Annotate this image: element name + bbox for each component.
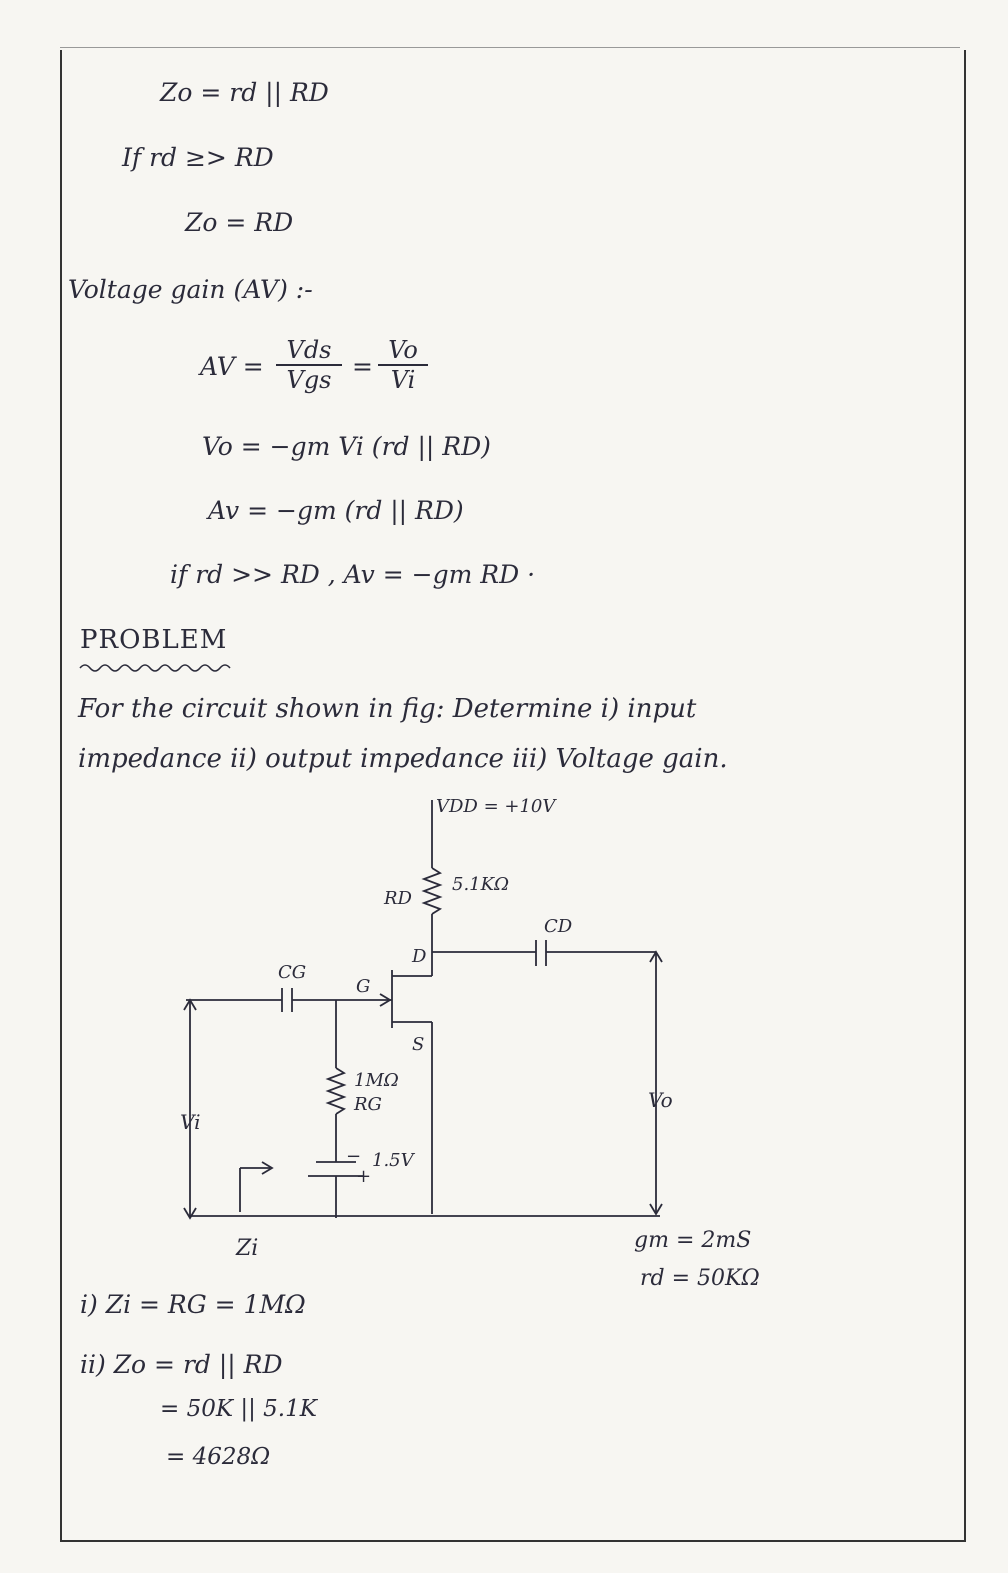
note-line-vo: Vo = −gm Vi (rd || RD) (202, 432, 491, 461)
source-label: S (412, 1034, 425, 1055)
fraction-numerator-vo: Vo (378, 336, 428, 366)
solution-zo-values: = 50K || 5.1K (160, 1396, 317, 1422)
voltage-gain-heading: Voltage gain (AV) :- (68, 275, 313, 304)
rd-value: 5.1KΩ (452, 874, 509, 895)
given-gm: gm = 2mS (634, 1228, 752, 1253)
note-line-av-approx: if rd >> RD , Av = −gm RD · (170, 560, 536, 589)
rg-label: RG (354, 1094, 382, 1115)
rd-label: RD (384, 888, 412, 909)
rg-value: 1MΩ (354, 1070, 399, 1091)
zi-label: Zi (236, 1236, 259, 1261)
fraction-numerator-vds: Vds (276, 336, 342, 366)
solution-zo: ii) Zo = rd || RD (80, 1350, 283, 1379)
battery-plus: + (356, 1166, 372, 1187)
note-line-condition: If rd ≥> RD (122, 143, 274, 172)
fraction-denominator-vi: Vi (390, 366, 416, 394)
note-line-zo-rd: Zo = RD (185, 208, 294, 237)
problem-line-1: For the circuit shown in fig: Determine i) input (78, 694, 697, 724)
battery-value: 1.5V (372, 1150, 414, 1171)
vo-label: Vo (648, 1088, 673, 1112)
note-line-av: Av = −gm (rd || RD) (208, 496, 464, 525)
problem-heading: PROBLEM (80, 625, 228, 655)
given-rd: rd = 50KΩ (640, 1266, 760, 1291)
cd-label: CD (544, 916, 573, 937)
note-line-zo: Zo = rd || RD (160, 78, 329, 107)
vi-label: Vi (180, 1110, 201, 1134)
drain-label: D (412, 946, 427, 967)
solution-zi: i) Zi = RG = 1MΩ (80, 1290, 306, 1319)
battery-minus: − (346, 1146, 362, 1167)
problem-line-2: impedance ii) output impedance iii) Voltage gain. (78, 744, 728, 774)
vdd-label: VDD = +10V (436, 796, 556, 817)
gate-label: G (356, 976, 371, 997)
equals-sign: = (352, 352, 373, 381)
fraction-denominator-vgs: Vgs (286, 366, 332, 394)
av-lhs: AV = (200, 352, 264, 381)
cg-label: CG (278, 962, 307, 983)
solution-zo-result: = 4628Ω (166, 1444, 271, 1470)
